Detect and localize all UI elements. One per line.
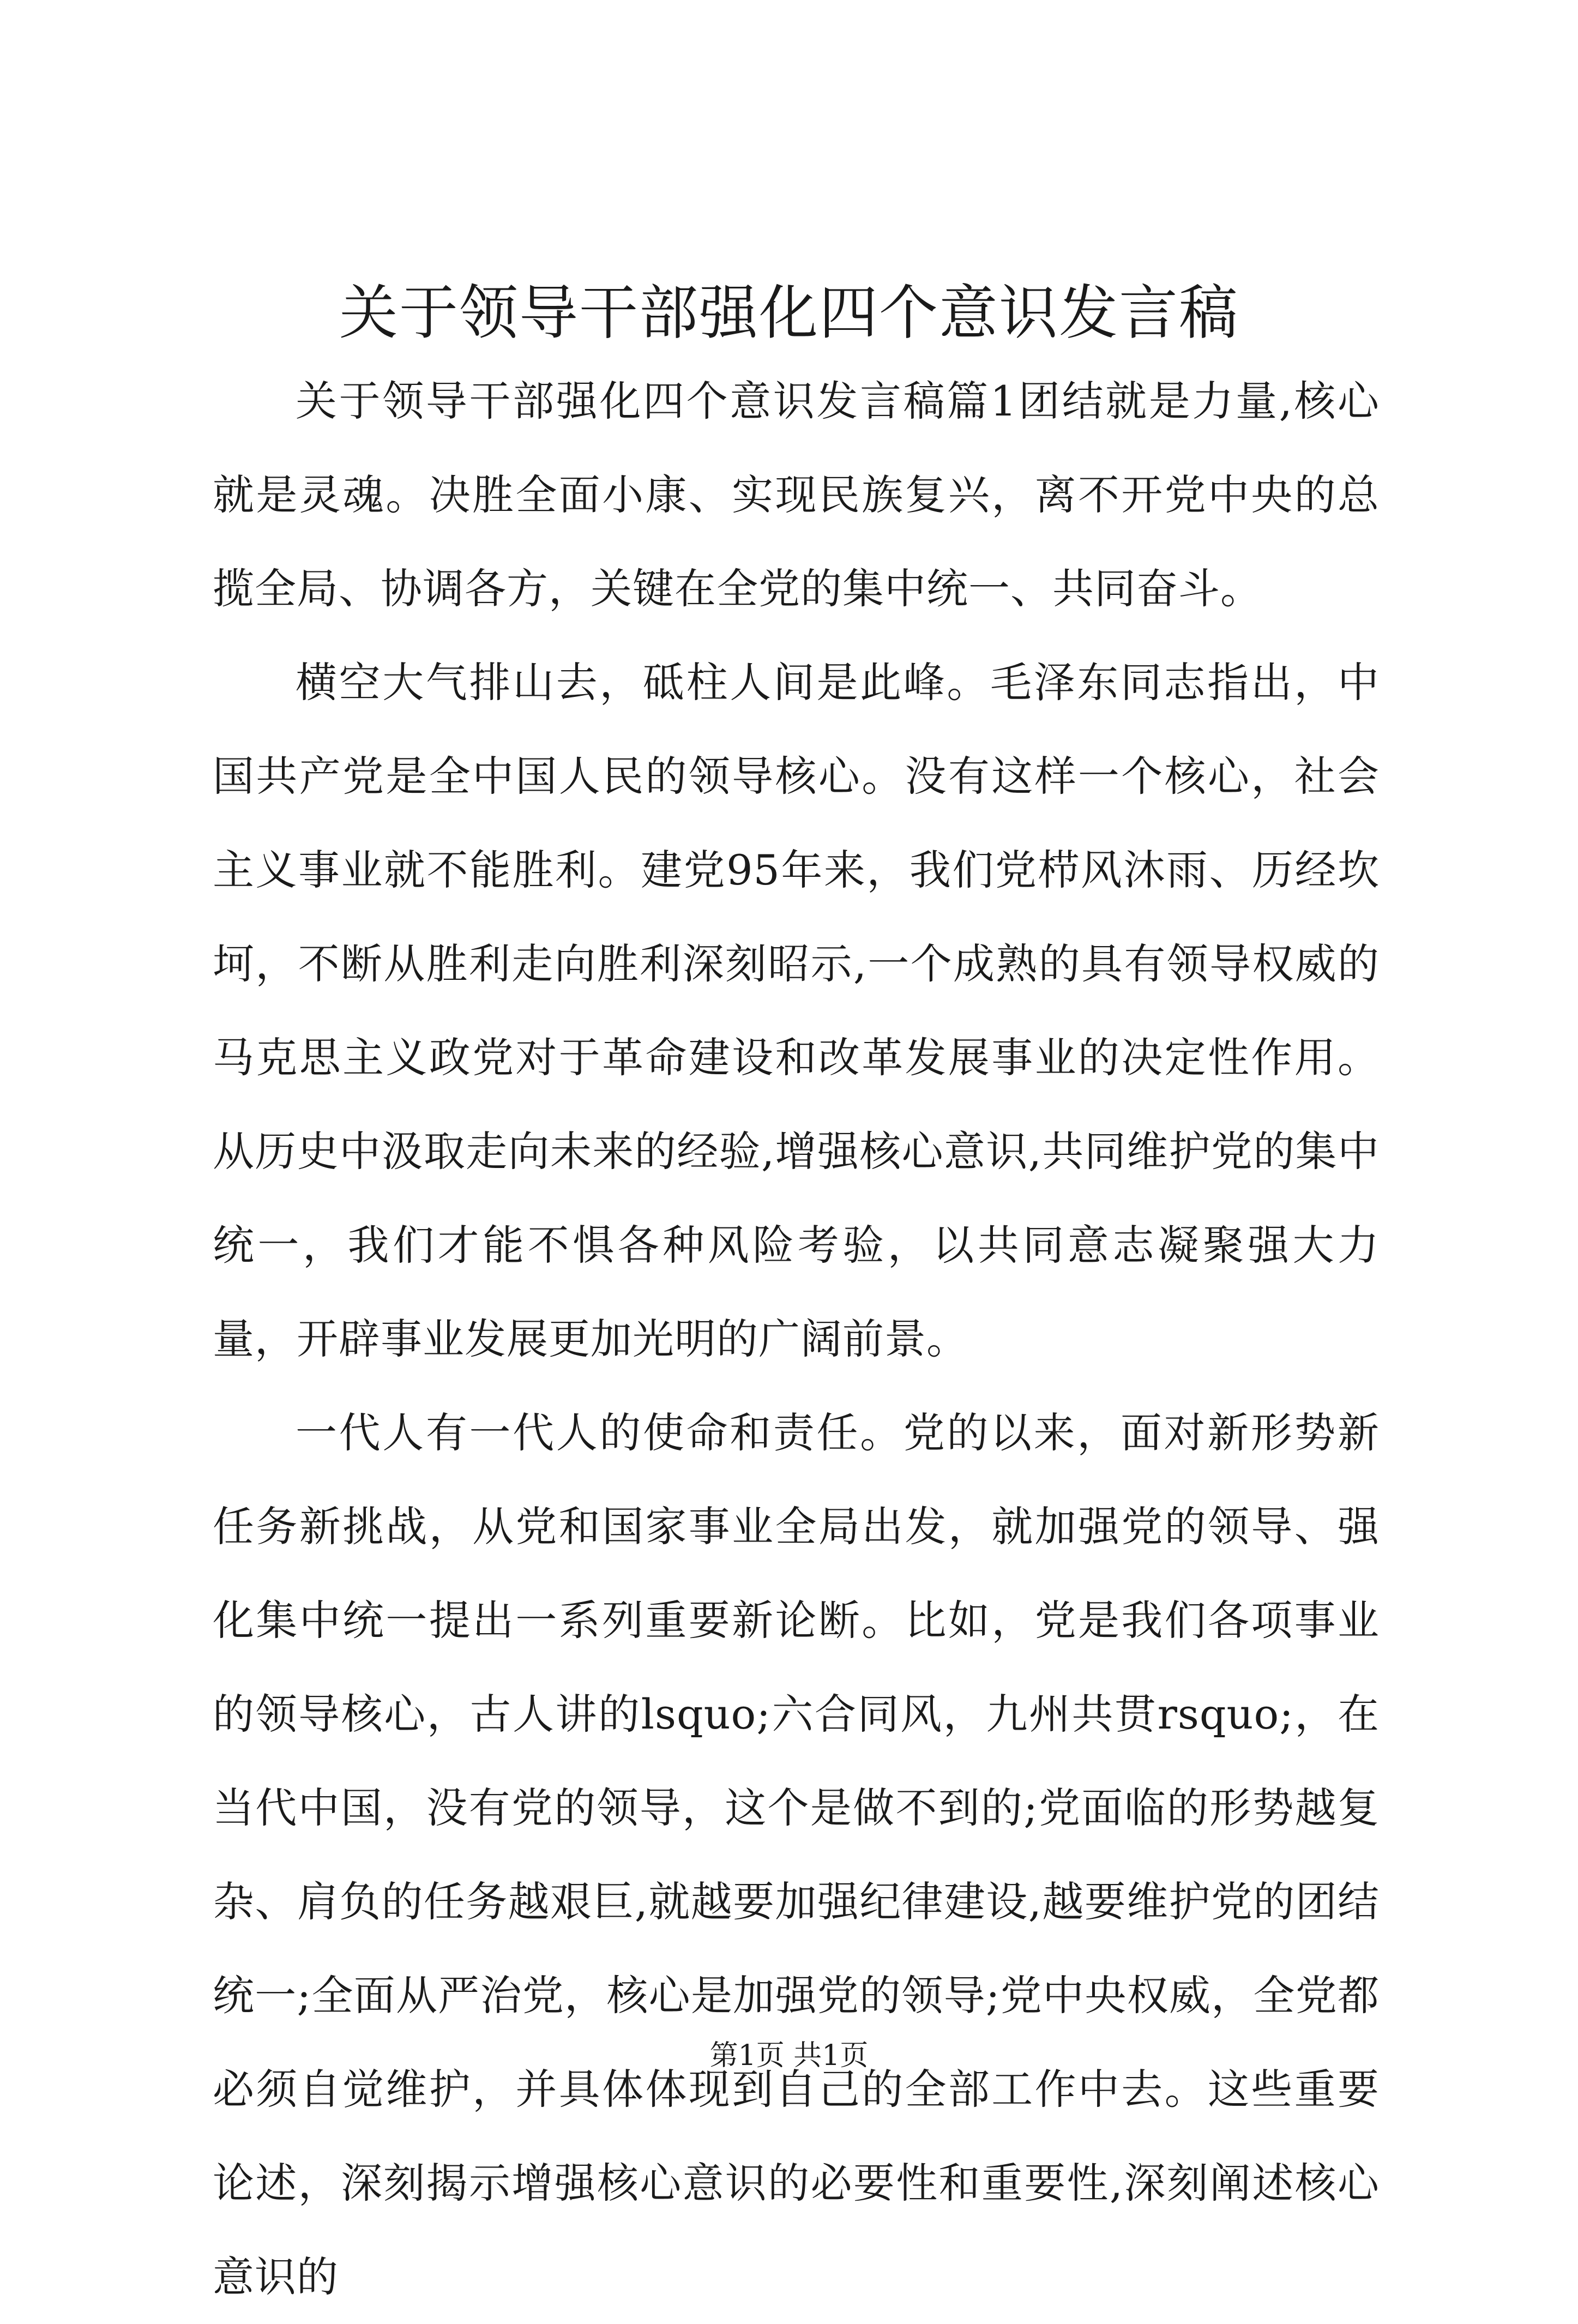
paragraph-3: 一代人有一代人的使命和责任。党的以来，面对新形势新任务新挑战，从党和国家事业全局出发，就加强党的领导、强化集中统一提出一系列重要新论断。比如，党是我们各项事业的领导核心，古人讲的lsquo;六合同风，九州共贯rsquo;，在当代中国，没有党的领导，这个是做不到的;党面临的形势越复杂、肩负的任务越艰巨,就越要加强纪律建设,越要维护党的团结统一;全面从严治党，核心是加强党的领导;党中央权威，全党都必须自觉维护，并具体体现到自己的全部工作中去。这些重要论述，深刻揭示增强核心意识的必要性和重要性,深刻阐述核心意识的	[213, 1408, 1380, 2301]
paragraph-1: 关于领导干部强化四个意识发言稿篇1团结就是力量,核心就是灵魂。决胜全面小康、实现民族复兴，离不开党中央的总揽全局、协调各方，关键在全党的集中统一、共同奋斗。	[213, 377, 1380, 613]
document-body	[213, 354, 1380, 2324]
paragraph-2: 横空大气排山去，砥柱人间是此峰。毛泽东同志指出，中国共产党是全中国人民的领导核心。没有这样一个核心，社会主义事业就不能胜利。建党95年来，我们党栉风沐雨、历经坎坷，不断从胜利走向胜利深刻昭示,一个成熟的具有领导权威的马克思主义政党对于革命建设和改革发展事业的决定性作用。从历史中汲取走向未来的经验,增强核心意识,共同维护党的集中统一，我们才能不惧各种风险考验，以共同意志凝聚强大力量，开辟事业发展更加光明的广阔前景。	[213, 658, 1380, 1363]
document-title: 关于领导干部强化四个意识发言稿	[339, 279, 1239, 347]
page-footer: 第1页 共1页	[709, 2039, 869, 2072]
